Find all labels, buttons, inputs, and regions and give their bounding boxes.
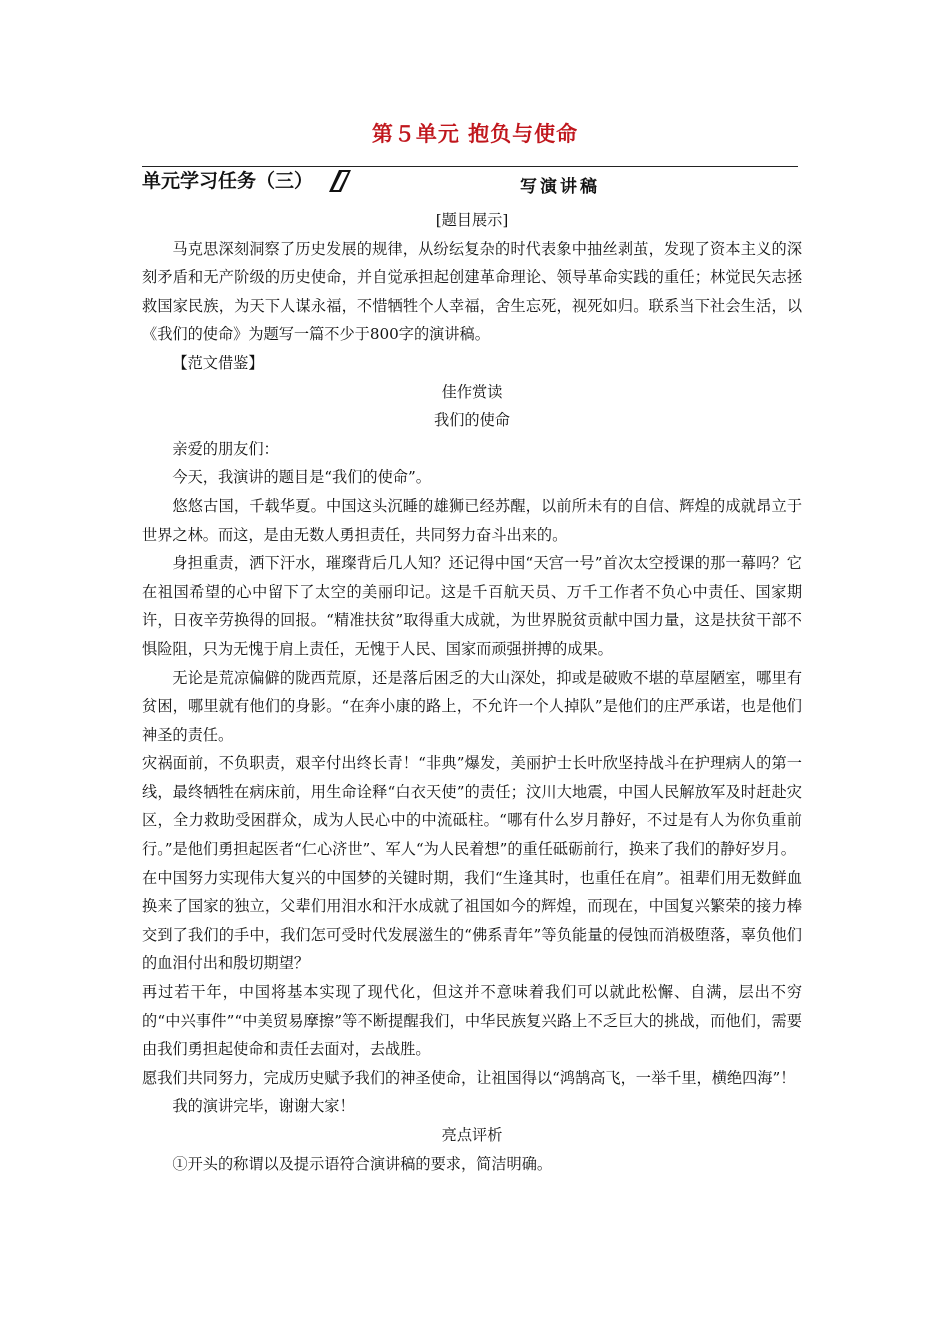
essay-paragraph: 无论是荒凉偏僻的陇西荒原，还是落后困乏的大山深处，抑或是破败不堪的草屋陋室，哪里有贫困，哪里就有他们的身影。“在奔小康的路上，不允许一个人掉队”是他们的庄严承诺，也是他们神圣的责任。 [142,668,802,744]
document-body [142,206,802,1178]
essay-paragraph: 愿我们共同努力，完成历史赋予我们的神圣使命，让祖国得以“鸿鹄高飞，一举千里，横绝四海”！ [142,1068,796,1087]
task-topic: 写演讲稿 [520,177,600,197]
highlight-item: ①开头的称谓以及提示语符合演讲稿的要求，简洁明确。 [172,1154,553,1173]
essay-paragraph: 今天，我演讲的题目是“我们的使命”。 [172,468,431,487]
appreciation-heading: 佳作赏读 [441,382,503,401]
unit-title: 第５单元 抱负与使命 [371,122,579,146]
highlights-heading: 亮点评析 [441,1126,503,1144]
essay-paragraph: 悠悠古国，千载华夏。中国这头沉睡的雄狮已经苏醒，以前所未有的自信、辉煌的成就昂立于世界之林。而这，是由无数人勇担责任，共同努力奋斗出来的。 [142,496,802,544]
essay-title: 我们的使命 [434,411,510,430]
prompt-heading: [题目展示] [435,211,509,229]
prompt-text: 马克思深刻洞察了历史发展的规律，从纷纭复杂的时代表象中抽丝剥茧，发现了资本主义的深刻矛盾和无产阶级的历史使命，并自觉承担起创建革命理论、领导革命实践的重任；林觉民矢志拯救国家民族，为天下人谋永福，不惜牺牲个人幸福，舍生忘死，视死如归。联系当下社会生活，以《我们的使命》为题写一篇不少于800字的演讲稿。 [142,239,802,344]
task-label: 单元学习任务（三） [142,170,314,192]
essay-paragraph: 亲爱的朋友们： [172,439,279,458]
essay-paragraph: 再过若干年，中国将基本实现了现代化，但这并不意味着我们可以就此松懈、自满，层出不穷的“中兴事件”“中美贸易摩擦”等不断提醒我们，中华民族复兴路上不乏巨大的挑战，而他们，需要由我们勇担起使命和责任去面对，去战胜。 [142,983,802,1059]
essay-paragraph: 灾祸面前，不负职责，艰辛付出终长青！“非典”爆发，美丽护士长叶欣坚持战斗在护理病人的第一线，最终牺牲在病床前，用生命诠释“白衣天使”的责任；汶川大地震，中国人民解放军及时赶赴灾区，全力救助受困群众，成为人民心中的中流砥柱。“哪有什么岁月静好，不过是有人为你负重前行。”是他们勇担起医者“仁心济世”、军人“为人民着想”的重任砥砺前行，换来了我们的静好岁月。 [142,754,802,859]
essay-paragraph: 身担重责，洒下汗水，璀璨背后几人知？还记得中国“天宫一号”首次太空授课的那一幕吗？它在祖国希望的心中留下了太空的美丽印记。这是千百航天员、万千工作者不负心中责任、国家期许，日夜辛劳换得的回报。“精准扶贫”取得重大成就，为世界脱贫贡献中国力量，这是扶贫干部不惧险阻，只为无愧于肩上责任，无愧于人民、国家而顽强拼搏的成果。 [142,554,802,658]
model-label: 【范文借鉴】 [172,353,264,372]
essay-paragraph: 我的演讲完毕，谢谢大家！ [172,1097,355,1116]
slash-decoration-icon [327,168,353,194]
essay-paragraph: 在中国努力实现伟大复兴的中国梦的关键时期，我们“生逢其时，也重任在肩”。祖辈们用无数鲜血换来了国家的独立，父辈们用泪水和汗水成就了祖国如今的辉煌，而现在，中国复兴繁荣的接力棒交到了我们的手中，我们怎可受时代发展滋生的“佛系青年”等负能量的侵蚀而消极堕落，辜负他们的血泪付出和殷切期望？ [142,868,802,973]
